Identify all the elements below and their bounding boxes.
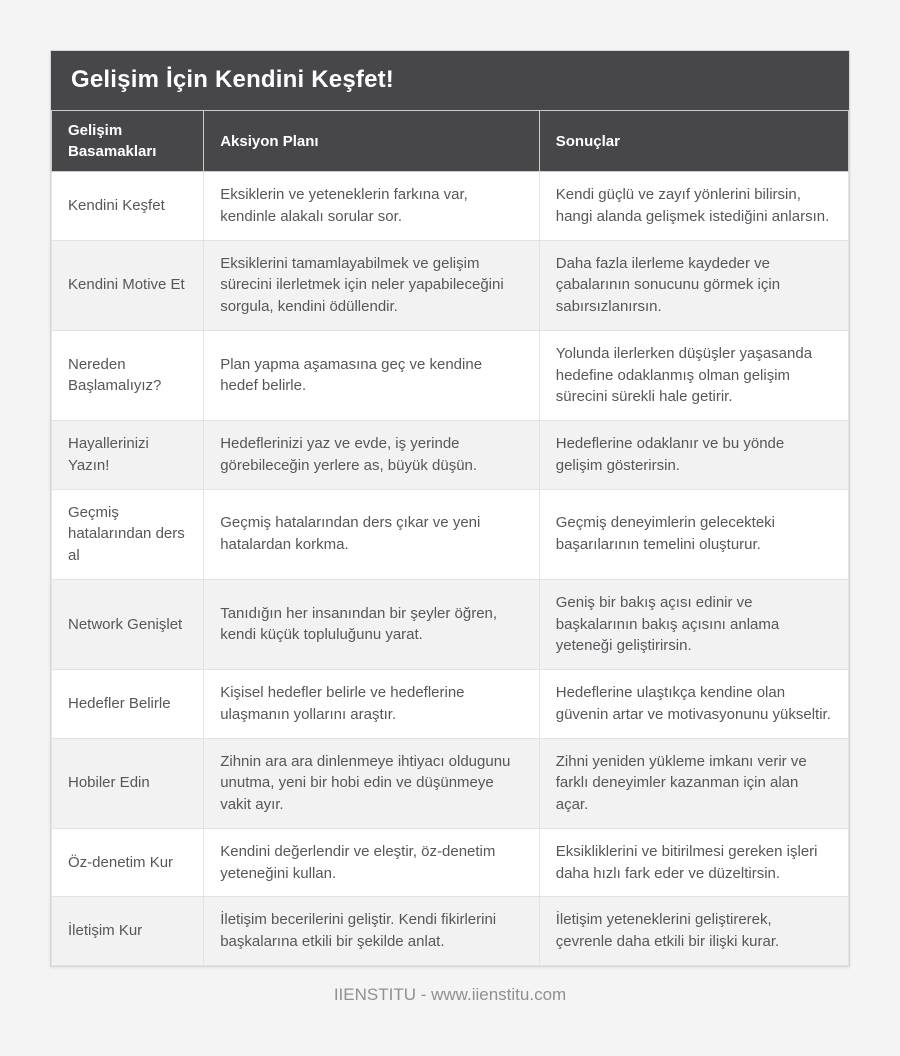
cell-development-step: Geçmiş hatalarından ders al — [52, 489, 204, 579]
column-header-action-plan: Aksiyon Planı — [204, 111, 540, 172]
cell-development-step: Öz-denetim Kur — [52, 828, 204, 897]
table-row — [52, 240, 849, 330]
header-row — [52, 111, 849, 172]
page-title: Gelişim İçin Kendini Keşfet! — [71, 66, 395, 93]
cell-development-step: Hobiler Edin — [52, 738, 204, 828]
table-row — [52, 738, 849, 828]
title-bar — [51, 51, 849, 110]
cell-result: Hedeflerine odaklanır ve bu yönde gelişim gösterirsin. — [539, 421, 848, 490]
table-row — [52, 579, 849, 669]
column-header-results: Sonuçlar — [539, 111, 848, 172]
cell-action-plan: İletişim becerilerini geliştir. Kendi fikirlerini başkalarına etkili bir şekilde anlat. — [204, 897, 540, 966]
cell-result: Yolunda ilerlerken düşüşler yaşasanda hedefine odaklanmış olman gelişim sürecini sürekli hale getirir. — [539, 330, 848, 420]
cell-action-plan: Plan yapma aşamasına geç ve kendine hedef belirle. — [204, 330, 540, 420]
table-row — [52, 897, 849, 966]
cell-result: İletişim yeteneklerini geliştirerek, çevrenle daha etkili bir ilişki kurar. — [539, 897, 848, 966]
cell-development-step: Hedefler Belirle — [52, 670, 204, 739]
table-body — [52, 172, 849, 966]
cell-action-plan: Tanıdığın her insanından bir şeyler öğren, kendi küçük topluluğunu yarat. — [204, 579, 540, 669]
cell-development-step: Kendini Keşfet — [52, 172, 204, 241]
cell-result: Geniş bir bakış açısı edinir ve başkalarının bakış açısını anlama yeteneği geliştirirsin. — [539, 579, 848, 669]
table-row — [52, 670, 849, 739]
cell-development-step: Network Genişlet — [52, 579, 204, 669]
cell-action-plan: Kişisel hedefler belirle ve hedeflerine ulaşmanın yollarını araştır. — [204, 670, 540, 739]
cell-result: Eksikliklerini ve bitirilmesi gereken işleri daha hızlı fark eder ve düzeltirsin. — [539, 828, 848, 897]
cell-action-plan: Zihnin ara ara dinlenmeye ihtiyacı oldugunu unutma, yeni bir hobi edin ve düşünmeye vakit ayır. — [204, 738, 540, 828]
cell-development-step: Hayallerinizi Yazın! — [52, 421, 204, 490]
table-header — [52, 111, 849, 172]
cell-action-plan: Eksiklerin ve yeteneklerin farkına var, kendinle alakalı sorular sor. — [204, 172, 540, 241]
footer-text: IIENSTITU - www.iienstitu.com — [333, 984, 567, 1004]
column-header-development-steps: Gelişim Basamakları — [52, 111, 204, 172]
table-row — [52, 828, 849, 897]
cell-result: Zihni yeniden yükleme imkanı verir ve farklı deneyimler kazanman için alan açar. — [539, 738, 848, 828]
cell-development-step: Nereden Başlamalıyız? — [52, 330, 204, 420]
development-table — [51, 110, 849, 966]
cell-result: Geçmiş deneyimlerin gelecekteki başarılarının temelini oluşturur. — [539, 489, 848, 579]
cell-action-plan: Geçmiş hatalarından ders çıkar ve yeni hatalardan korkma. — [204, 489, 540, 579]
table-row — [52, 489, 849, 579]
cell-action-plan: Hedeflerinizi yaz ve evde, iş yerinde görebileceğin yerlere as, büyük düşün. — [204, 421, 540, 490]
cell-result: Kendi güçlü ve zayıf yönlerini bilirsin, hangi alanda gelişmek istediğini anlarsın. — [539, 172, 848, 241]
cell-result: Hedeflerine ulaştıkça kendine olan güvenin artar ve motivasyonunu yükseltir. — [539, 670, 848, 739]
table-row — [52, 421, 849, 490]
table-row — [52, 172, 849, 241]
development-card — [50, 50, 850, 967]
table-row — [52, 330, 849, 420]
cell-development-step: Kendini Motive Et — [52, 240, 204, 330]
cell-action-plan: Kendini değerlendir ve eleştir, öz-denetim yeteneğini kullan. — [204, 828, 540, 897]
cell-result: Daha fazla ilerleme kaydeder ve çabalarının sonucunu görmek için sabırsızlanırsın. — [539, 240, 848, 330]
cell-development-step: İletişim Kur — [52, 897, 204, 966]
cell-action-plan: Eksiklerini tamamlayabilmek ve gelişim sürecini ilerletmek için neler yapabileceğini sorgula, kendini ödüllendir. — [204, 240, 540, 330]
